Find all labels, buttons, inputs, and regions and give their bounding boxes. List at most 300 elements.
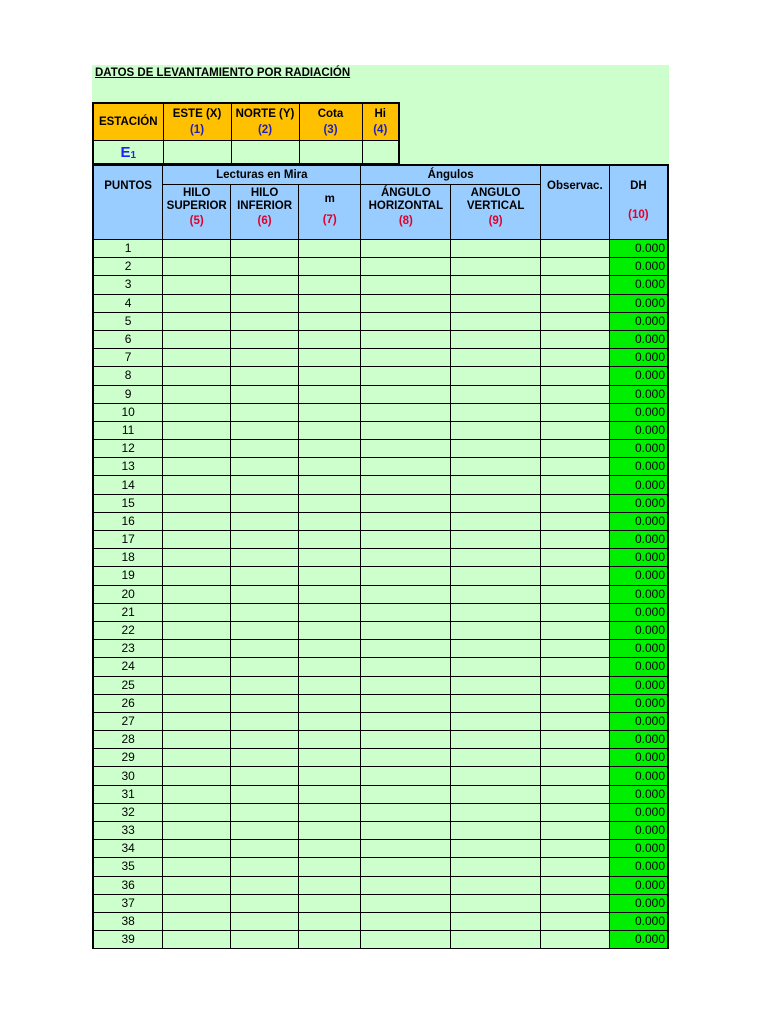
hilo-inferior-cell[interactable]	[231, 876, 299, 894]
observac-cell[interactable]	[540, 403, 609, 421]
punto-cell[interactable]: 25	[93, 676, 163, 694]
angulo-vertical-cell[interactable]	[451, 676, 541, 694]
m-cell[interactable]	[299, 549, 361, 567]
dh-cell[interactable]: 0.000	[609, 840, 668, 858]
dh-cell[interactable]: 0.000	[609, 822, 668, 840]
angulo-horizontal-cell[interactable]	[361, 258, 451, 276]
angulo-horizontal-cell[interactable]	[361, 312, 451, 330]
observac-cell[interactable]	[540, 385, 609, 403]
observac-cell[interactable]	[540, 858, 609, 876]
observac-cell[interactable]	[540, 603, 609, 621]
hilo-superior-cell[interactable]	[163, 458, 231, 476]
m-cell[interactable]	[299, 531, 361, 549]
hilo-inferior-cell[interactable]	[231, 549, 299, 567]
hilo-superior-cell[interactable]	[163, 403, 231, 421]
hilo-superior-cell[interactable]	[163, 531, 231, 549]
hilo-inferior-cell[interactable]	[231, 567, 299, 585]
angulo-vertical-cell[interactable]	[451, 767, 541, 785]
hilo-inferior-cell[interactable]	[231, 912, 299, 930]
hilo-inferior-cell[interactable]	[231, 658, 299, 676]
hilo-superior-cell[interactable]	[163, 240, 231, 258]
dh-cell[interactable]: 0.000	[609, 531, 668, 549]
m-cell[interactable]	[299, 840, 361, 858]
hilo-inferior-cell[interactable]	[231, 640, 299, 658]
punto-cell[interactable]: 20	[93, 585, 163, 603]
hilo-inferior-cell[interactable]	[231, 694, 299, 712]
angulo-vertical-cell[interactable]	[451, 312, 541, 330]
punto-cell[interactable]: 22	[93, 621, 163, 639]
hilo-inferior-cell[interactable]	[231, 621, 299, 639]
hilo-superior-cell[interactable]	[163, 785, 231, 803]
angulo-horizontal-cell[interactable]	[361, 785, 451, 803]
punto-cell[interactable]: 35	[93, 858, 163, 876]
cota-value-cell[interactable]	[299, 141, 362, 164]
angulo-vertical-cell[interactable]	[451, 240, 541, 258]
dh-cell[interactable]: 0.000	[609, 676, 668, 694]
hilo-superior-cell[interactable]	[163, 585, 231, 603]
punto-cell[interactable]: 9	[93, 385, 163, 403]
observac-cell[interactable]	[540, 640, 609, 658]
m-cell[interactable]	[299, 876, 361, 894]
angulo-vertical-cell[interactable]	[451, 367, 541, 385]
hilo-superior-cell[interactable]	[163, 694, 231, 712]
angulo-horizontal-cell[interactable]	[361, 494, 451, 512]
observac-cell[interactable]	[540, 476, 609, 494]
observac-cell[interactable]	[540, 585, 609, 603]
angulo-horizontal-cell[interactable]	[361, 294, 451, 312]
hilo-inferior-cell[interactable]	[231, 803, 299, 821]
hilo-superior-cell[interactable]	[163, 767, 231, 785]
hilo-inferior-cell[interactable]	[231, 494, 299, 512]
m-cell[interactable]	[299, 785, 361, 803]
observac-cell[interactable]	[540, 731, 609, 749]
dh-cell[interactable]: 0.000	[609, 476, 668, 494]
hilo-superior-cell[interactable]	[163, 385, 231, 403]
hilo-inferior-cell[interactable]	[231, 894, 299, 912]
punto-cell[interactable]: 34	[93, 840, 163, 858]
dh-cell[interactable]: 0.000	[609, 894, 668, 912]
m-cell[interactable]	[299, 767, 361, 785]
dh-cell[interactable]: 0.000	[609, 240, 668, 258]
hilo-superior-cell[interactable]	[163, 912, 231, 930]
dh-cell[interactable]: 0.000	[609, 749, 668, 767]
m-cell[interactable]	[299, 440, 361, 458]
hilo-inferior-cell[interactable]	[231, 312, 299, 330]
hilo-superior-cell[interactable]	[163, 749, 231, 767]
punto-cell[interactable]: 36	[93, 876, 163, 894]
m-cell[interactable]	[299, 858, 361, 876]
hilo-superior-cell[interactable]	[163, 421, 231, 439]
angulo-vertical-cell[interactable]	[451, 912, 541, 930]
m-cell[interactable]	[299, 621, 361, 639]
angulo-vertical-cell[interactable]	[451, 731, 541, 749]
hilo-inferior-cell[interactable]	[231, 476, 299, 494]
hilo-inferior-cell[interactable]	[231, 603, 299, 621]
observac-cell[interactable]	[540, 567, 609, 585]
punto-cell[interactable]: 30	[93, 767, 163, 785]
punto-cell[interactable]: 16	[93, 512, 163, 530]
punto-cell[interactable]: 15	[93, 494, 163, 512]
hilo-superior-cell[interactable]	[163, 858, 231, 876]
m-cell[interactable]	[299, 585, 361, 603]
m-cell[interactable]	[299, 567, 361, 585]
hilo-inferior-cell[interactable]	[231, 367, 299, 385]
angulo-horizontal-cell[interactable]	[361, 640, 451, 658]
angulo-vertical-cell[interactable]	[451, 876, 541, 894]
angulo-horizontal-cell[interactable]	[361, 276, 451, 294]
dh-cell[interactable]: 0.000	[609, 294, 668, 312]
hilo-superior-cell[interactable]	[163, 312, 231, 330]
m-cell[interactable]	[299, 330, 361, 348]
m-cell[interactable]	[299, 803, 361, 821]
dh-cell[interactable]: 0.000	[609, 876, 668, 894]
hilo-superior-cell[interactable]	[163, 512, 231, 530]
angulo-vertical-cell[interactable]	[451, 585, 541, 603]
hilo-inferior-cell[interactable]	[231, 240, 299, 258]
angulo-vertical-cell[interactable]	[451, 421, 541, 439]
hilo-inferior-cell[interactable]	[231, 421, 299, 439]
hilo-superior-cell[interactable]	[163, 676, 231, 694]
hilo-superior-cell[interactable]	[163, 549, 231, 567]
angulo-horizontal-cell[interactable]	[361, 385, 451, 403]
m-cell[interactable]	[299, 385, 361, 403]
dh-cell[interactable]: 0.000	[609, 603, 668, 621]
hilo-superior-cell[interactable]	[163, 712, 231, 730]
angulo-vertical-cell[interactable]	[451, 458, 541, 476]
angulo-vertical-cell[interactable]	[451, 785, 541, 803]
m-cell[interactable]	[299, 276, 361, 294]
hilo-inferior-cell[interactable]	[231, 294, 299, 312]
angulo-vertical-cell[interactable]	[451, 858, 541, 876]
angulo-vertical-cell[interactable]	[451, 712, 541, 730]
observac-cell[interactable]	[540, 421, 609, 439]
observac-cell[interactable]	[540, 767, 609, 785]
dh-cell[interactable]: 0.000	[609, 312, 668, 330]
hilo-inferior-cell[interactable]	[231, 258, 299, 276]
dh-cell[interactable]: 0.000	[609, 731, 668, 749]
m-cell[interactable]	[299, 476, 361, 494]
dh-cell[interactable]: 0.000	[609, 585, 668, 603]
punto-cell[interactable]: 3	[93, 276, 163, 294]
observac-cell[interactable]	[540, 258, 609, 276]
hilo-superior-cell[interactable]	[163, 876, 231, 894]
angulo-horizontal-cell[interactable]	[361, 731, 451, 749]
m-cell[interactable]	[299, 731, 361, 749]
hilo-inferior-cell[interactable]	[231, 349, 299, 367]
angulo-horizontal-cell[interactable]	[361, 549, 451, 567]
observac-cell[interactable]	[540, 712, 609, 730]
hilo-superior-cell[interactable]	[163, 640, 231, 658]
observac-cell[interactable]	[540, 312, 609, 330]
observac-cell[interactable]	[540, 330, 609, 348]
dh-cell[interactable]: 0.000	[609, 421, 668, 439]
dh-cell[interactable]: 0.000	[609, 440, 668, 458]
angulo-vertical-cell[interactable]	[451, 531, 541, 549]
punto-cell[interactable]: 32	[93, 803, 163, 821]
punto-cell[interactable]: 8	[93, 367, 163, 385]
punto-cell[interactable]: 14	[93, 476, 163, 494]
dh-cell[interactable]: 0.000	[609, 912, 668, 930]
hi-value-cell[interactable]	[362, 141, 399, 164]
dh-cell[interactable]: 0.000	[609, 694, 668, 712]
hilo-inferior-cell[interactable]	[231, 440, 299, 458]
angulo-horizontal-cell[interactable]	[361, 349, 451, 367]
punto-cell[interactable]: 12	[93, 440, 163, 458]
angulo-horizontal-cell[interactable]	[361, 694, 451, 712]
hilo-superior-cell[interactable]	[163, 621, 231, 639]
angulo-horizontal-cell[interactable]	[361, 585, 451, 603]
angulo-vertical-cell[interactable]	[451, 749, 541, 767]
angulo-vertical-cell[interactable]	[451, 385, 541, 403]
hilo-superior-cell[interactable]	[163, 822, 231, 840]
hilo-inferior-cell[interactable]	[231, 749, 299, 767]
punto-cell[interactable]: 13	[93, 458, 163, 476]
m-cell[interactable]	[299, 640, 361, 658]
punto-cell[interactable]: 18	[93, 549, 163, 567]
hilo-inferior-cell[interactable]	[231, 822, 299, 840]
hilo-inferior-cell[interactable]	[231, 858, 299, 876]
angulo-vertical-cell[interactable]	[451, 694, 541, 712]
hilo-superior-cell[interactable]	[163, 931, 231, 949]
hilo-superior-cell[interactable]	[163, 894, 231, 912]
punto-cell[interactable]: 11	[93, 421, 163, 439]
angulo-horizontal-cell[interactable]	[361, 858, 451, 876]
punto-cell[interactable]: 17	[93, 531, 163, 549]
hilo-superior-cell[interactable]	[163, 603, 231, 621]
observac-cell[interactable]	[540, 621, 609, 639]
angulo-vertical-cell[interactable]	[451, 294, 541, 312]
m-cell[interactable]	[299, 403, 361, 421]
hilo-inferior-cell[interactable]	[231, 458, 299, 476]
angulo-horizontal-cell[interactable]	[361, 512, 451, 530]
angulo-vertical-cell[interactable]	[451, 931, 541, 949]
dh-cell[interactable]: 0.000	[609, 385, 668, 403]
punto-cell[interactable]: 23	[93, 640, 163, 658]
norte-value-cell[interactable]	[231, 141, 299, 164]
hilo-superior-cell[interactable]	[163, 494, 231, 512]
angulo-vertical-cell[interactable]	[451, 276, 541, 294]
m-cell[interactable]	[299, 367, 361, 385]
angulo-vertical-cell[interactable]	[451, 494, 541, 512]
m-cell[interactable]	[299, 912, 361, 930]
angulo-vertical-cell[interactable]	[451, 894, 541, 912]
observac-cell[interactable]	[540, 512, 609, 530]
angulo-vertical-cell[interactable]	[451, 440, 541, 458]
angulo-horizontal-cell[interactable]	[361, 567, 451, 585]
angulo-horizontal-cell[interactable]	[361, 240, 451, 258]
observac-cell[interactable]	[540, 785, 609, 803]
angulo-horizontal-cell[interactable]	[361, 876, 451, 894]
hilo-superior-cell[interactable]	[163, 658, 231, 676]
angulo-vertical-cell[interactable]	[451, 403, 541, 421]
dh-cell[interactable]: 0.000	[609, 931, 668, 949]
angulo-horizontal-cell[interactable]	[361, 676, 451, 694]
observac-cell[interactable]	[540, 894, 609, 912]
angulo-horizontal-cell[interactable]	[361, 803, 451, 821]
hilo-inferior-cell[interactable]	[231, 276, 299, 294]
hilo-inferior-cell[interactable]	[231, 785, 299, 803]
punto-cell[interactable]: 28	[93, 731, 163, 749]
m-cell[interactable]	[299, 822, 361, 840]
dh-cell[interactable]: 0.000	[609, 621, 668, 639]
m-cell[interactable]	[299, 894, 361, 912]
m-cell[interactable]	[299, 749, 361, 767]
hilo-superior-cell[interactable]	[163, 840, 231, 858]
m-cell[interactable]	[299, 658, 361, 676]
dh-cell[interactable]: 0.000	[609, 349, 668, 367]
m-cell[interactable]	[299, 494, 361, 512]
hilo-inferior-cell[interactable]	[231, 512, 299, 530]
hilo-superior-cell[interactable]	[163, 476, 231, 494]
dh-cell[interactable]: 0.000	[609, 567, 668, 585]
observac-cell[interactable]	[540, 440, 609, 458]
angulo-vertical-cell[interactable]	[451, 658, 541, 676]
hilo-superior-cell[interactable]	[163, 349, 231, 367]
angulo-vertical-cell[interactable]	[451, 567, 541, 585]
angulo-horizontal-cell[interactable]	[361, 403, 451, 421]
hilo-superior-cell[interactable]	[163, 567, 231, 585]
punto-cell[interactable]: 19	[93, 567, 163, 585]
hilo-inferior-cell[interactable]	[231, 403, 299, 421]
observac-cell[interactable]	[540, 912, 609, 930]
angulo-horizontal-cell[interactable]	[361, 621, 451, 639]
hilo-inferior-cell[interactable]	[231, 585, 299, 603]
observac-cell[interactable]	[540, 658, 609, 676]
punto-cell[interactable]: 21	[93, 603, 163, 621]
hilo-superior-cell[interactable]	[163, 330, 231, 348]
punto-cell[interactable]: 1	[93, 240, 163, 258]
angulo-vertical-cell[interactable]	[451, 822, 541, 840]
m-cell[interactable]	[299, 694, 361, 712]
observac-cell[interactable]	[540, 458, 609, 476]
m-cell[interactable]	[299, 512, 361, 530]
hilo-superior-cell[interactable]	[163, 294, 231, 312]
dh-cell[interactable]: 0.000	[609, 258, 668, 276]
observac-cell[interactable]	[540, 840, 609, 858]
dh-cell[interactable]: 0.000	[609, 767, 668, 785]
angulo-horizontal-cell[interactable]	[361, 658, 451, 676]
m-cell[interactable]	[299, 676, 361, 694]
punto-cell[interactable]: 39	[93, 931, 163, 949]
m-cell[interactable]	[299, 258, 361, 276]
punto-cell[interactable]: 31	[93, 785, 163, 803]
dh-cell[interactable]: 0.000	[609, 512, 668, 530]
hilo-superior-cell[interactable]	[163, 440, 231, 458]
angulo-vertical-cell[interactable]	[451, 258, 541, 276]
observac-cell[interactable]	[540, 676, 609, 694]
observac-cell[interactable]	[540, 367, 609, 385]
observac-cell[interactable]	[540, 494, 609, 512]
observac-cell[interactable]	[540, 749, 609, 767]
dh-cell[interactable]: 0.000	[609, 785, 668, 803]
dh-cell[interactable]: 0.000	[609, 712, 668, 730]
hilo-inferior-cell[interactable]	[231, 385, 299, 403]
angulo-horizontal-cell[interactable]	[361, 767, 451, 785]
observac-cell[interactable]	[540, 276, 609, 294]
dh-cell[interactable]: 0.000	[609, 549, 668, 567]
punto-cell[interactable]: 24	[93, 658, 163, 676]
angulo-vertical-cell[interactable]	[451, 840, 541, 858]
dh-cell[interactable]: 0.000	[609, 458, 668, 476]
angulo-vertical-cell[interactable]	[451, 512, 541, 530]
hilo-superior-cell[interactable]	[163, 276, 231, 294]
angulo-horizontal-cell[interactable]	[361, 840, 451, 858]
observac-cell[interactable]	[540, 822, 609, 840]
angulo-vertical-cell[interactable]	[451, 640, 541, 658]
punto-cell[interactable]: 26	[93, 694, 163, 712]
angulo-horizontal-cell[interactable]	[361, 912, 451, 930]
angulo-horizontal-cell[interactable]	[361, 822, 451, 840]
angulo-horizontal-cell[interactable]	[361, 749, 451, 767]
m-cell[interactable]	[299, 312, 361, 330]
punto-cell[interactable]: 29	[93, 749, 163, 767]
dh-cell[interactable]: 0.000	[609, 640, 668, 658]
punto-cell[interactable]: 37	[93, 894, 163, 912]
angulo-vertical-cell[interactable]	[451, 330, 541, 348]
angulo-horizontal-cell[interactable]	[361, 603, 451, 621]
observac-cell[interactable]	[540, 931, 609, 949]
m-cell[interactable]	[299, 294, 361, 312]
punto-cell[interactable]: 7	[93, 349, 163, 367]
station-name-cell[interactable]	[93, 141, 163, 164]
punto-cell[interactable]: 33	[93, 822, 163, 840]
dh-cell[interactable]: 0.000	[609, 858, 668, 876]
observac-cell[interactable]	[540, 294, 609, 312]
observac-cell[interactable]	[540, 549, 609, 567]
hilo-superior-cell[interactable]	[163, 731, 231, 749]
m-cell[interactable]	[299, 931, 361, 949]
observac-cell[interactable]	[540, 803, 609, 821]
dh-cell[interactable]: 0.000	[609, 494, 668, 512]
hilo-inferior-cell[interactable]	[231, 731, 299, 749]
hilo-inferior-cell[interactable]	[231, 531, 299, 549]
hilo-superior-cell[interactable]	[163, 258, 231, 276]
angulo-horizontal-cell[interactable]	[361, 367, 451, 385]
dh-cell[interactable]: 0.000	[609, 367, 668, 385]
angulo-horizontal-cell[interactable]	[361, 421, 451, 439]
hilo-inferior-cell[interactable]	[231, 767, 299, 785]
m-cell[interactable]	[299, 712, 361, 730]
angulo-vertical-cell[interactable]	[451, 549, 541, 567]
hilo-inferior-cell[interactable]	[231, 330, 299, 348]
dh-cell[interactable]: 0.000	[609, 403, 668, 421]
m-cell[interactable]	[299, 458, 361, 476]
angulo-horizontal-cell[interactable]	[361, 476, 451, 494]
angulo-vertical-cell[interactable]	[451, 621, 541, 639]
m-cell[interactable]	[299, 421, 361, 439]
angulo-horizontal-cell[interactable]	[361, 458, 451, 476]
punto-cell[interactable]: 4	[93, 294, 163, 312]
dh-cell[interactable]: 0.000	[609, 330, 668, 348]
punto-cell[interactable]: 5	[93, 312, 163, 330]
angulo-horizontal-cell[interactable]	[361, 712, 451, 730]
observac-cell[interactable]	[540, 531, 609, 549]
dh-cell[interactable]: 0.000	[609, 658, 668, 676]
m-cell[interactable]	[299, 603, 361, 621]
hilo-inferior-cell[interactable]	[231, 840, 299, 858]
angulo-horizontal-cell[interactable]	[361, 894, 451, 912]
punto-cell[interactable]: 27	[93, 712, 163, 730]
dh-cell[interactable]: 0.000	[609, 803, 668, 821]
hilo-superior-cell[interactable]	[163, 803, 231, 821]
angulo-vertical-cell[interactable]	[451, 803, 541, 821]
angulo-horizontal-cell[interactable]	[361, 931, 451, 949]
hilo-superior-cell[interactable]	[163, 367, 231, 385]
angulo-vertical-cell[interactable]	[451, 476, 541, 494]
dh-cell[interactable]: 0.000	[609, 276, 668, 294]
m-cell[interactable]	[299, 349, 361, 367]
observac-cell[interactable]	[540, 876, 609, 894]
